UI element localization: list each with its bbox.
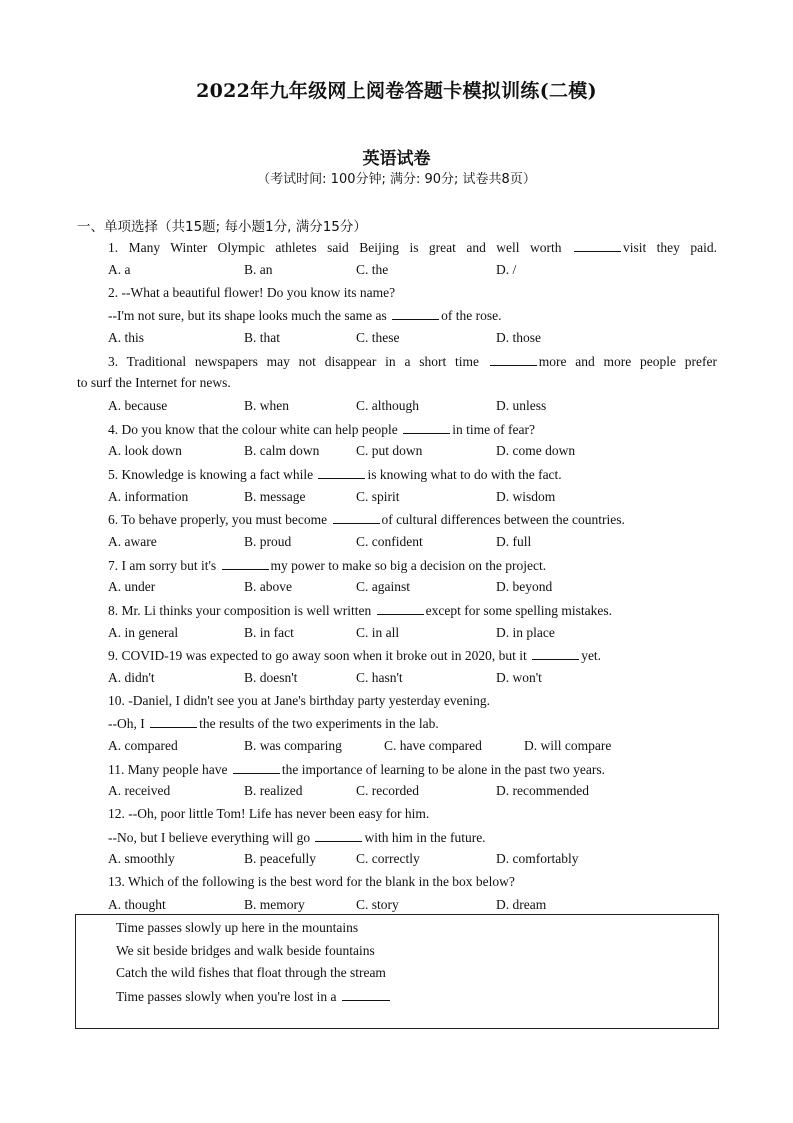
- option-c: C. in all: [356, 625, 400, 640]
- answer-blank: [490, 353, 537, 366]
- option-d: D. wisdom: [496, 489, 556, 504]
- option-d: D. /: [496, 262, 517, 277]
- question-5-stem: [108, 466, 562, 483]
- poem-line-with-blank: [116, 988, 392, 1005]
- answer-blank: [333, 511, 380, 524]
- question-2-response: [108, 307, 502, 324]
- answer-blank: [403, 421, 450, 434]
- option-d: D. come down: [496, 443, 576, 458]
- option-c: C. although: [356, 398, 419, 413]
- option-a: A. didn't: [108, 670, 155, 685]
- answer-blank: [222, 557, 269, 570]
- exam-info-note: （考试时间: 100分钟; 满分: 90分; 试卷共8页）: [257, 172, 536, 187]
- stem-text: of the rose.: [441, 308, 502, 323]
- option-d: D. recommended: [496, 783, 589, 798]
- option-b: B. an: [244, 262, 273, 277]
- option-d: D. dream: [496, 897, 547, 912]
- section-heading: 一、单项选择（共15题; 每小题1分, 满分15分）: [77, 219, 367, 235]
- stem-text: --Oh, I: [108, 716, 149, 731]
- subject-title: 英语试卷: [362, 149, 431, 169]
- question-2-stem: 2. --What a beautiful flower! Do you know its name?: [108, 285, 396, 300]
- option-d: D. in place: [496, 625, 555, 640]
- stem-text: of cultural differences between the countries.: [381, 512, 625, 527]
- question-8-stem: [108, 602, 612, 619]
- poem-text: Time passes slowly when you're lost in a: [116, 989, 340, 1004]
- option-a: A. compared: [108, 738, 178, 753]
- question-9-stem: [108, 647, 601, 664]
- answer-blank: [233, 761, 280, 774]
- option-b: B. when: [244, 398, 289, 413]
- stem-text: 1. Many Winter Olympic athletes said Beijing is great and well worth: [108, 240, 572, 255]
- stem-text: 9. COVID-19 was expected to go away soon when it broke out in 2020, but it: [108, 648, 531, 663]
- question-12-response: [108, 829, 486, 846]
- answer-blank: [532, 647, 579, 660]
- question-13-stem: 13. Which of the following is the best word for the blank in the box below?: [108, 874, 515, 889]
- answer-blank: [315, 829, 362, 842]
- stem-text: yet.: [581, 648, 602, 663]
- option-a: A. smoothly: [108, 851, 175, 866]
- stem-text: with him in the future.: [364, 830, 486, 845]
- stem-text: 4. Do you know that the colour white can help people: [108, 422, 402, 437]
- option-a: A. look down: [108, 443, 182, 458]
- question-6-stem: [108, 511, 625, 528]
- option-c: C. confident: [356, 534, 423, 549]
- option-a: A. a: [108, 262, 131, 277]
- stem-text: 6. To behave properly, you must become: [108, 512, 331, 527]
- option-b: B. above: [244, 579, 292, 594]
- question-3-continuation: to surf the Internet for news.: [77, 375, 231, 390]
- option-b: B. proud: [244, 534, 292, 549]
- exam-title: 2022年九年级网上阅卷答题卡模拟训练(二模): [196, 80, 597, 102]
- option-c: C. spirit: [356, 489, 400, 504]
- stem-text: in time of fear?: [452, 422, 536, 437]
- option-d: D. beyond: [496, 579, 553, 594]
- option-a: A. because: [108, 398, 168, 413]
- option-a: A. under: [108, 579, 156, 594]
- option-a: A. information: [108, 489, 189, 504]
- question-10-response: [108, 715, 439, 732]
- option-a: A. received: [108, 783, 171, 798]
- option-c: C. recorded: [356, 783, 419, 798]
- stem-text: 7. I am sorry but it's: [108, 558, 220, 573]
- stem-text: --No, but I believe everything will go: [108, 830, 314, 845]
- poem-line: Catch the wild fishes that float through the stream: [116, 965, 386, 980]
- stem-text: is knowing what to do with the fact.: [367, 467, 562, 482]
- option-c: C. the: [356, 262, 389, 277]
- stem-text: visit they paid.: [622, 240, 717, 255]
- option-c: C. hasn't: [356, 670, 403, 685]
- question-10-stem: 10. -Daniel, I didn't see you at Jane's birthday party yesterday evening.: [108, 693, 491, 708]
- option-b: B. doesn't: [244, 670, 298, 685]
- poem-line: Time passes slowly up here in the mountains: [116, 920, 359, 935]
- option-d: D. those: [496, 330, 541, 345]
- option-d: D. full: [496, 534, 532, 549]
- option-b: B. was comparing: [244, 738, 342, 753]
- option-b: B. peacefully: [244, 851, 316, 866]
- option-a: A. in general: [108, 625, 179, 640]
- question-1-stem: [108, 239, 717, 256]
- option-c: C. have compared: [384, 738, 482, 753]
- option-b: B. in fact: [244, 625, 294, 640]
- option-c: C. against: [356, 579, 410, 594]
- answer-blank: [574, 239, 621, 252]
- question-7-stem: [108, 557, 546, 574]
- answer-blank: [377, 602, 424, 615]
- stem-text: more and more people prefer: [538, 354, 717, 369]
- answer-blank: [150, 715, 197, 728]
- answer-blank: [318, 466, 365, 479]
- option-d: D. will compare: [524, 738, 612, 753]
- option-d: D. comfortably: [496, 851, 579, 866]
- option-c: C. correctly: [356, 851, 420, 866]
- answer-blank: [392, 307, 439, 320]
- stem-text: --I'm not sure, but its shape looks much the same as: [108, 308, 391, 323]
- option-d: D. unless: [496, 398, 547, 413]
- stem-text: the importance of learning to be alone in the past two years.: [281, 762, 605, 777]
- question-12-stem: 12. --Oh, poor little Tom! Life has never been easy for him.: [108, 806, 430, 821]
- question-4-stem: [108, 421, 535, 438]
- question-11-stem: [108, 761, 605, 778]
- option-b: B. memory: [244, 897, 305, 912]
- stem-text: the results of the two experiments in the lab.: [199, 716, 439, 731]
- answer-blank: [342, 988, 390, 1001]
- stem-text: 5. Knowledge is knowing a fact while: [108, 467, 317, 482]
- option-a: A. thought: [108, 897, 166, 912]
- option-b: B. message: [244, 489, 306, 504]
- option-b: B. realized: [244, 783, 303, 798]
- stem-text: 8. Mr. Li thinks your composition is well written: [108, 603, 375, 618]
- poem-line: We sit beside bridges and walk beside fountains: [116, 943, 375, 958]
- option-a: A. aware: [108, 534, 157, 549]
- option-d: D. won't: [496, 670, 542, 685]
- option-c: C. story: [356, 897, 399, 912]
- option-c: C. put down: [356, 443, 423, 458]
- stem-text: my power to make so big a decision on the project.: [270, 558, 547, 573]
- stem-text: 3. Traditional newspapers may not disappear in a short time: [108, 354, 488, 369]
- stem-text: 11. Many people have: [108, 762, 231, 777]
- option-b: B. calm down: [244, 443, 320, 458]
- option-c: C. these: [356, 330, 400, 345]
- stem-text: except for some spelling mistakes.: [425, 603, 612, 618]
- option-a: A. this: [108, 330, 145, 345]
- question-3-stem: [108, 353, 717, 370]
- option-b: B. that: [244, 330, 280, 345]
